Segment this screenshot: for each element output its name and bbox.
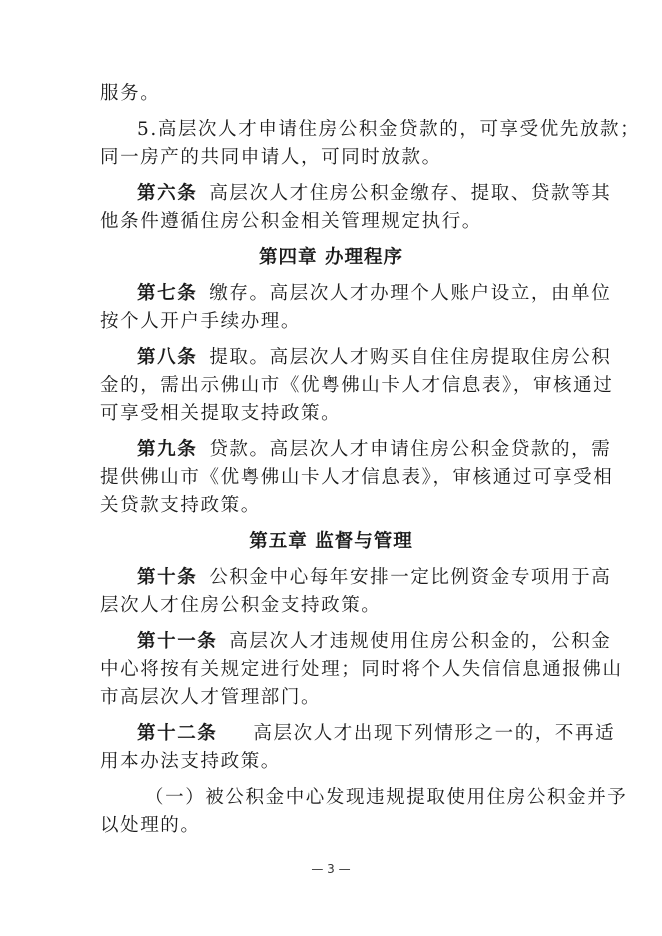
article-8 bbox=[100, 344, 612, 372]
article-text: 贷款。高层次人才申请住房公积金贷款的，需 bbox=[209, 439, 612, 460]
article-text: 缴存。高层次人才办理个人账户设立，由单位 bbox=[209, 283, 612, 304]
article-label: 第十条 bbox=[137, 567, 198, 588]
article-text: 公积金中心每年安排一定比例资金专项用于高 bbox=[209, 567, 612, 588]
article-label: 第十二条 bbox=[137, 723, 218, 744]
text-line: 可享受相关提取支持政策。 bbox=[100, 403, 342, 424]
article-text: 提取。高层次人才购买自住住房提取住房公积 bbox=[209, 347, 612, 368]
text-line: 金的，需出示佛山市《优粤佛山卡人才信息表》，审核通过 bbox=[100, 375, 614, 396]
text-line: 按个人开户手续办理。 bbox=[100, 311, 302, 332]
article-11 bbox=[100, 628, 612, 656]
article-label: 第七条 bbox=[137, 283, 198, 304]
document-body bbox=[100, 80, 641, 840]
text-line: 同一房产的共同申请人，可同时放款。 bbox=[100, 147, 442, 168]
article-7 bbox=[100, 280, 612, 308]
article-9 bbox=[100, 436, 612, 464]
page-number: — 3 — bbox=[311, 862, 351, 876]
article-text: 高层次人才违规使用住房公积金的，公积金 bbox=[229, 631, 612, 652]
text-line: 市高层次人才管理部门。 bbox=[100, 687, 322, 708]
article-12 bbox=[100, 720, 616, 748]
text-line: 服务。 bbox=[100, 83, 161, 104]
text-line: 中心将按有关规定进行处理；同时将个人失信信息通报佛山 bbox=[100, 659, 623, 680]
text-line: 他条件遵循住房公积金相关管理规定执行。 bbox=[100, 211, 482, 232]
text-line: 以处理的。 bbox=[100, 815, 201, 836]
article-label: 第九条 bbox=[137, 439, 198, 460]
list-item: （一）被公积金中心发现违规提取使用住房公积金并予 bbox=[145, 787, 628, 808]
article-10 bbox=[100, 564, 612, 592]
text-line: 层次人才住房公积金支持政策。 bbox=[100, 595, 382, 616]
text-line: 用本办法支持政策。 bbox=[100, 751, 281, 772]
article-6 bbox=[100, 180, 612, 208]
article-label: 第十一条 bbox=[137, 631, 218, 652]
text-line: 关贷款支持政策。 bbox=[100, 495, 261, 516]
article-label: 第八条 bbox=[137, 347, 198, 368]
article-text: 高层次人才住房公积金缴存、提取、贷款等其 bbox=[209, 183, 612, 204]
text-line: 5.高层次人才申请住房公积金贷款的，可享受优先放款； bbox=[137, 119, 641, 140]
text-line: 提供佛山市《优粤佛山卡人才信息表》，审核通过可享受相 bbox=[100, 467, 614, 488]
article-text: 高层次人才出现下列情形之一的，不再适 bbox=[253, 723, 616, 744]
chapter-heading: 第五章 监督与管理 bbox=[249, 531, 413, 552]
article-label: 第六条 bbox=[137, 183, 198, 204]
chapter-heading: 第四章 办理程序 bbox=[259, 247, 403, 268]
